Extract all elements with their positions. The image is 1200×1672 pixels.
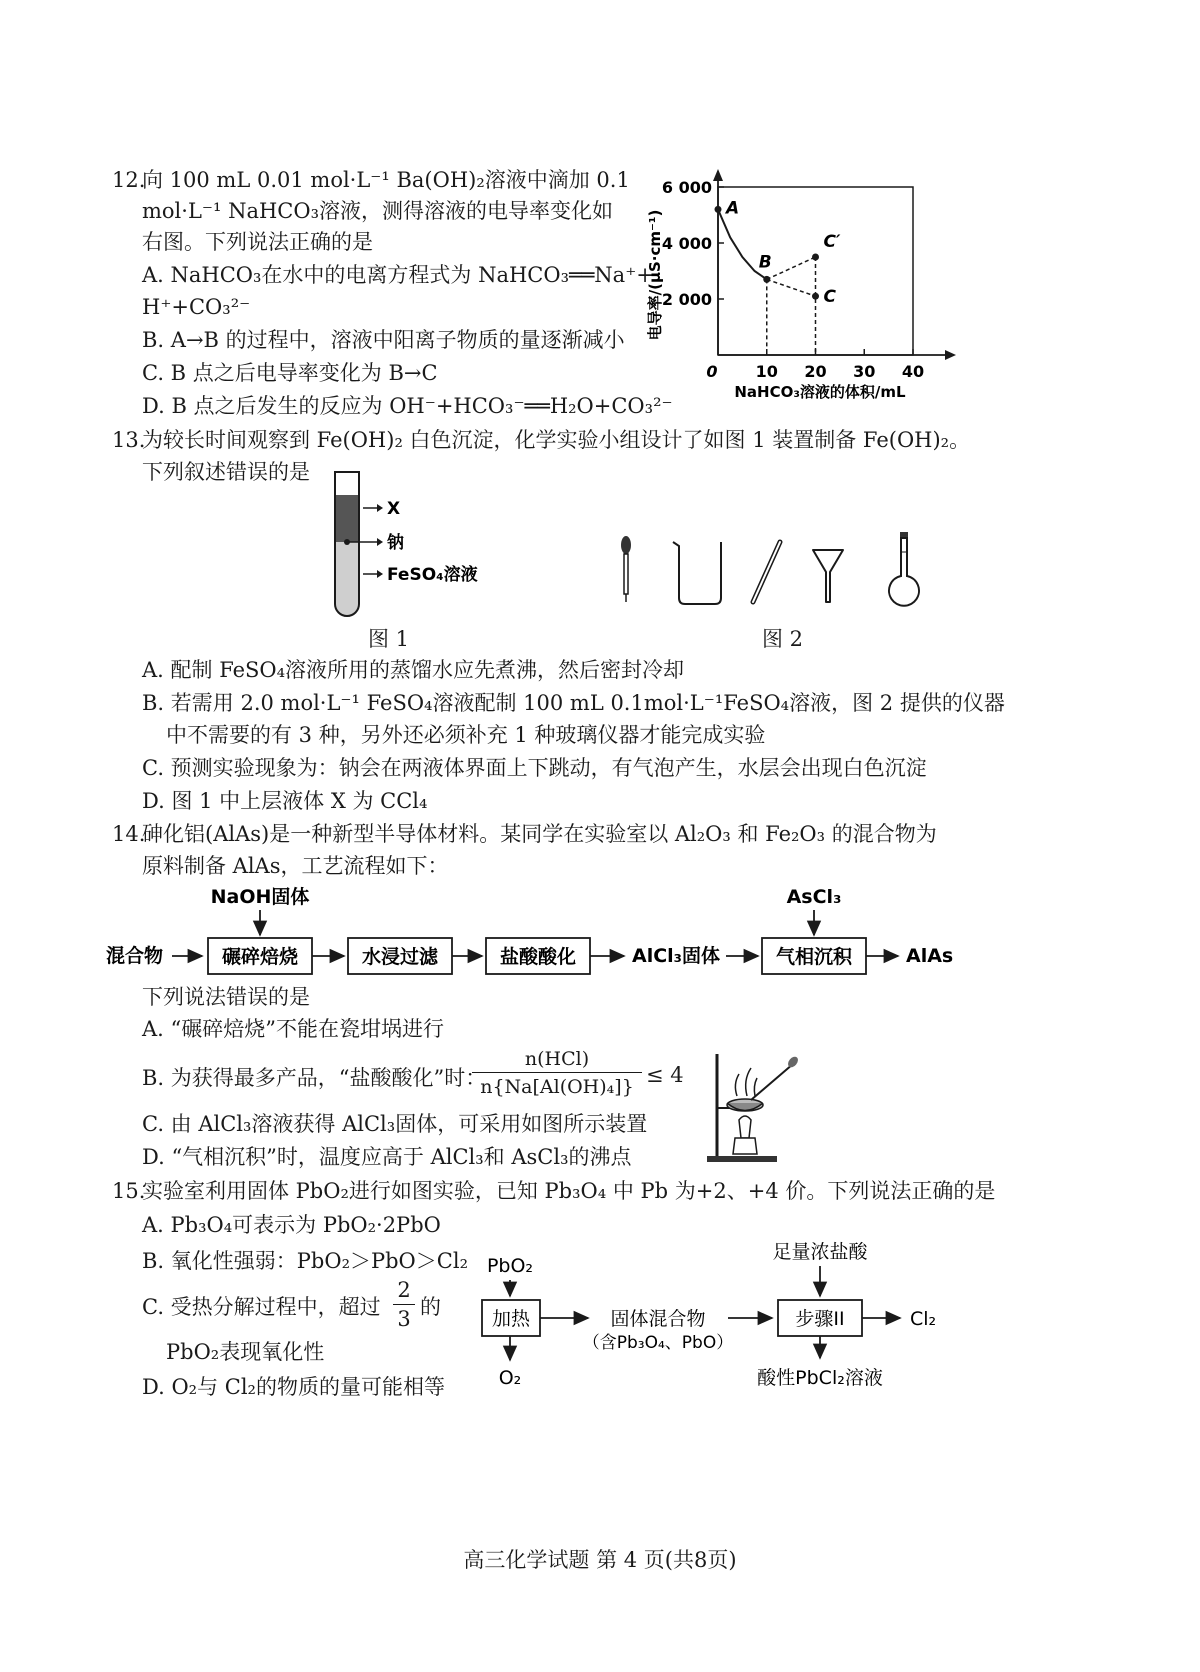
q14-option-d: D. “气相沉积”时，温度应高于 AlCl₃和 AsCl₃的沸点 (142, 1145, 632, 1169)
q15-stem: 实验室利用固体 PbO₂进行如图实验，已知 Pb₃O₄ 中 Pb 为+2、+4 价。下列说法正确的是 (142, 1179, 996, 1203)
q14-option-b-prefix: B. 为获得最多产品，“盐酸酸化”时： (142, 1066, 487, 1090)
point-C (812, 293, 819, 300)
x-tick-label: 0 (706, 362, 718, 381)
figure-2-glassware (605, 530, 940, 615)
x-tick-label: 40 (901, 362, 925, 381)
x-tick-label: 30 (853, 362, 876, 381)
q14-option-b-fraction (472, 1046, 642, 1101)
q14-option-b-suffix: ≤ 4 (646, 1063, 684, 1087)
q15-process-flow (470, 1228, 970, 1398)
q12-option-a-cont: H⁺+CO₃²⁻ (142, 295, 251, 319)
label-x: X (387, 499, 401, 519)
point-C′ (812, 254, 819, 261)
q14-option-a: A. “碾碎焙烧”不能在瓷坩埚进行 (142, 1017, 444, 1041)
question-13-number: 13. (112, 428, 146, 452)
chart-y-axis-label: 电导率/(μS·cm⁻¹) (646, 209, 664, 341)
flow-start-mixture: 混合物 (106, 945, 164, 967)
question-15-number: 15. (112, 1179, 146, 1203)
x-tick-label: 10 (755, 362, 778, 381)
q13-option-b: B. 若需用 2.0 mol·L⁻¹ FeSO₄溶液配制 100 mL 0.1mol·L⁻¹FeSO₄溶液，图 2 提供的仪器 (142, 691, 1005, 715)
beaker-icon (673, 542, 721, 604)
flow-solid-mixture-contents: （含Pb₃O₄、PbO） (582, 1333, 734, 1353)
volumetric-flask-icon (889, 532, 919, 606)
glass-rod-icon (753, 542, 780, 602)
q12-option-d: D. B 点之后发生的反应为 OH⁻+HCO₃⁻══H₂O+CO₃²⁻ (142, 394, 673, 418)
page-footer: 高三化学试题 第 4 页(共8页) (463, 1548, 737, 1572)
dashed-segment (767, 257, 816, 279)
point-label: B (758, 252, 772, 273)
point-A (715, 206, 722, 213)
q13-option-c: C. 预测实验现象为：钠会在两液体界面上下跳动，有气泡产生，水层会出现白色沉淀 (142, 756, 927, 780)
q12-option-c: C. B 点之后电导率变化为 B→C (142, 361, 438, 385)
flow-mid-alcl3: AlCl₃固体 (632, 945, 720, 967)
q13-stem-line-1: 为较长时间观察到 Fe(OH)₂ 白色沉淀，化学实验小组设计了如图 1 装置制备 Fe(OH)₂。 (142, 428, 971, 452)
fraction-denominator: 3 (397, 1307, 411, 1331)
flow-step-4-label: 气相沉积 (775, 946, 853, 968)
q12-option-b: B. A→B 的过程中，溶液中阳离子物质的量逐渐减小 (142, 328, 625, 352)
flow-o2: O₂ (498, 1367, 522, 1389)
evaporation-apparatus-icon (705, 1050, 805, 1165)
dropper-icon (621, 536, 631, 602)
flow-input-ascl3: AsCl₃ (786, 886, 842, 908)
q15-option-c-suffix: 的 (420, 1295, 441, 1319)
point-label: A (726, 198, 740, 219)
flow-excess-conc-hcl: 足量浓盐酸 (772, 1241, 868, 1263)
q12-stem-line-1: 向 100 mL 0.01 mol·L⁻¹ Ba(OH)₂溶液中滴加 0.1 (142, 168, 630, 192)
label-sodium: 钠 (387, 533, 404, 553)
flow-step-2-label: 步骤II (795, 1308, 845, 1330)
point-B (763, 276, 770, 283)
figure-1-test-tube (325, 470, 495, 620)
q12-stem-line-2: mol·L⁻¹ NaHCO₃溶液，测得溶液的电导率变化如 (142, 199, 613, 223)
point-label: C (823, 287, 836, 308)
q13-option-a: A. 配制 FeSO₄溶液所用的蒸馏水应先煮沸，然后密封冷却 (142, 658, 685, 682)
y-tick-label: 4 000 (661, 234, 712, 253)
point-label: C′ (823, 232, 841, 252)
figure-1-caption: 图 1 (368, 627, 410, 651)
question-12-number: 12. (112, 168, 146, 192)
flow-step-1-label: 碾碎焙烧 (221, 946, 299, 968)
q15-option-c-cont: PbO₂表现氧化性 (166, 1340, 325, 1364)
tube-liquid-lower (335, 542, 359, 616)
y-tick-label: 2 000 (661, 290, 712, 309)
q14-process-flow (100, 880, 960, 985)
fraction-numerator: n(HCl) (524, 1048, 590, 1070)
q14-stem-line-1: 砷化铝(AlAs)是一种新型半导体材料。某同学在实验室以 Al₂O₃ 和 Fe₂O₃ 的混合物为 (142, 822, 937, 846)
fraction-numerator: 2 (397, 1278, 411, 1302)
conductivity-chart (640, 165, 970, 410)
flow-input-naoh: NaOH固体 (210, 886, 310, 908)
q14-option-c: C. 由 AlCl₃溶液获得 AlCl₃固体，可采用如图所示装置 (142, 1112, 648, 1136)
q14-question: 下列说法错误的是 (142, 985, 310, 1009)
q15-option-b: B. 氧化性强弱：PbO₂＞PbO＞Cl₂ (142, 1249, 468, 1273)
flow-step-2-label: 水浸过滤 (361, 946, 439, 968)
tube-liquid-x (335, 495, 359, 542)
q14-stem-line-2: 原料制备 AlAs，工艺流程如下： (142, 854, 449, 878)
flow-heat-label: 加热 (491, 1308, 531, 1330)
flow-solid-mixture: 固体混合物 (610, 1308, 706, 1330)
label-feso4-solution: FeSO₄溶液 (387, 565, 478, 585)
q12-option-a: A. NaHCO₃在水中的电离方程式为 NaHCO₃══Na⁺+ (142, 263, 654, 287)
fraction-denominator: n{Na[Al(OH)₄]} (480, 1076, 634, 1098)
flow-cl2: Cl₂ (910, 1308, 937, 1330)
flow-end-alas: AlAs (906, 945, 954, 967)
q15-option-d: D. O₂与 Cl₂的物质的量可能相等 (142, 1375, 445, 1399)
y-tick-label: 6 000 (661, 178, 712, 197)
q13-option-d: D. 图 1 中上层液体 X 为 CCl₄ (142, 789, 428, 813)
x-tick-label: 20 (804, 362, 827, 381)
funnel-icon (813, 550, 843, 602)
q15-option-c-prefix: C. 受热分解过程中，超过 (142, 1295, 381, 1319)
flow-step-3-label: 盐酸酸化 (499, 946, 577, 968)
q15-option-c-fraction (393, 1276, 415, 1333)
x-axis-arrow (945, 350, 956, 360)
figure-2-caption: 图 2 (762, 627, 804, 651)
question-14-number: 14. (112, 822, 146, 846)
dashed-segment (767, 279, 816, 296)
y-axis-arrow (713, 169, 723, 181)
flow-pbo2: PbO₂ (486, 1255, 534, 1277)
q13-stem-line-2: 下列叙述错误的是 (142, 460, 310, 484)
q12-stem-line-3: 右图。下列说法正确的是 (142, 230, 373, 254)
q15-option-a: A. Pb₃O₄可表示为 PbO₂·2PbO (142, 1213, 441, 1237)
chart-x-axis-label: NaHCO₃溶液的体积/mL (734, 383, 906, 401)
flow-acidic-pbcl2: 酸性PbCl₂溶液 (757, 1367, 883, 1389)
q13-option-b-cont: 中不需要的有 3 种，另外还必须补充 1 种玻璃仪器才能完成实验 (166, 723, 766, 747)
